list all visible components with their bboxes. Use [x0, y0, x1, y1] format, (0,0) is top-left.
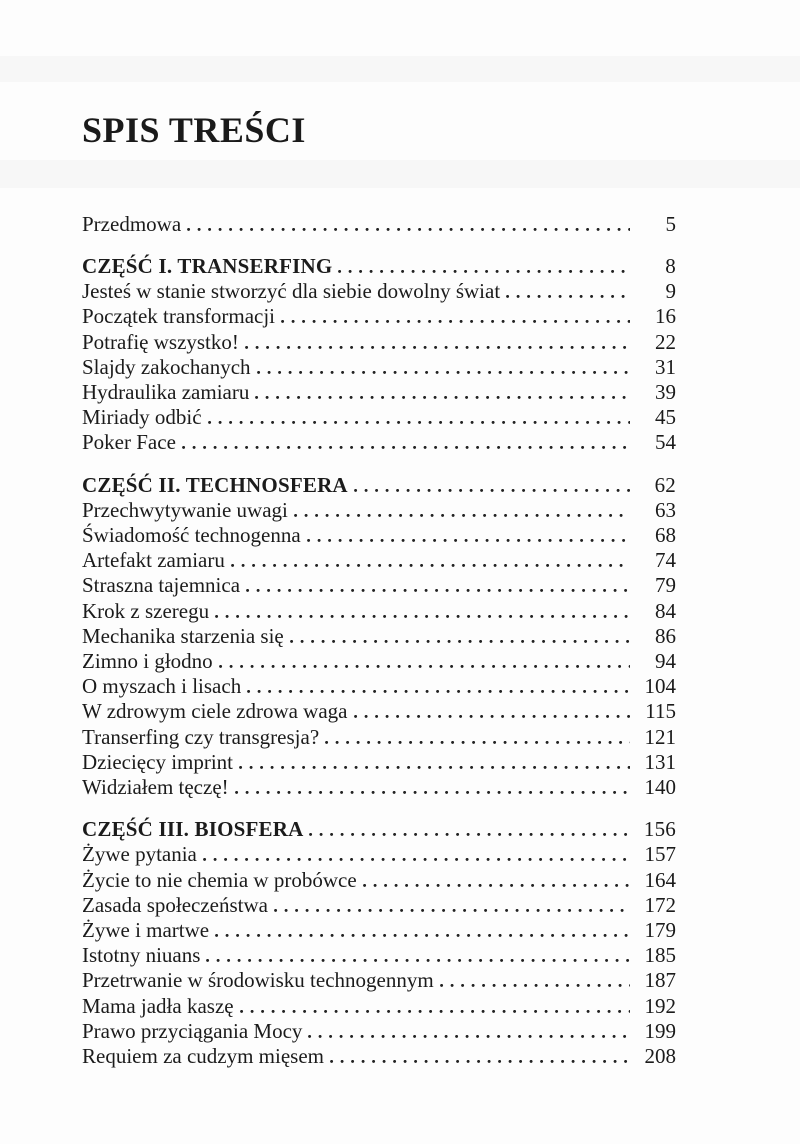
- dot-leader: [255, 396, 630, 399]
- dot-leader: [440, 984, 630, 987]
- dot-leader: [182, 446, 630, 449]
- toc-entry: [82, 994, 676, 1019]
- toc-entry-label: Hydraulika zamiaru: [82, 380, 250, 405]
- toc-entry: [82, 918, 676, 943]
- dot-leader: [240, 1010, 630, 1013]
- dot-leader: [215, 615, 630, 618]
- dot-leader: [506, 295, 630, 298]
- toc-entry: [82, 624, 676, 649]
- dot-leader: [219, 665, 630, 668]
- toc-entry-label: Potrafię wszystko!: [82, 329, 239, 354]
- dot-leader: [308, 1035, 630, 1038]
- dot-leader: [294, 514, 630, 517]
- dot-leader: [307, 539, 630, 542]
- toc-part-entry: [82, 817, 676, 842]
- toc-entry: [82, 573, 676, 598]
- dot-leader: [206, 959, 630, 962]
- dot-leader: [203, 858, 630, 861]
- dot-leader: [338, 270, 630, 273]
- toc-entry-label: Zimno i głodno: [82, 649, 213, 674]
- toc-entry: [82, 649, 676, 674]
- toc-entry: [82, 498, 676, 523]
- toc-entry: [82, 1019, 676, 1044]
- toc-entry-label: Krok z szeregu: [82, 598, 210, 623]
- toc-entry: [82, 968, 676, 993]
- toc-entry-label: Mechanika starzenia się: [82, 623, 284, 648]
- toc-entry-label: Przetrwanie w środowisku technogennym: [82, 968, 434, 993]
- toc-entry-page-number: 8: [665, 254, 676, 278]
- page-title: SPIS TREŚCI: [82, 110, 306, 150]
- toc-entry: [82, 775, 676, 800]
- toc-entry-page-number: 68: [655, 523, 676, 548]
- toc-entry: [82, 330, 676, 355]
- dot-leader: [290, 640, 630, 643]
- toc-part-entry: [82, 473, 676, 498]
- toc-entry-page-number: 156: [643, 817, 676, 842]
- toc-entry-page-number: 185: [644, 943, 676, 968]
- toc-entry-label: Jesteś w stanie stworzyć dla siebie dowolny świat: [82, 279, 501, 304]
- toc-entry-label: Widziałem tęczę!: [82, 775, 229, 800]
- toc-entry-page-number: 172: [644, 892, 676, 917]
- toc-entry-label: Poker Face: [82, 430, 176, 455]
- toc-entry-label: Dziecięcy imprint: [82, 749, 234, 774]
- toc-entry-label: Miriady odbić: [82, 405, 202, 430]
- toc-entry-page-number: 5: [665, 211, 676, 236]
- toc-entry-page-number: 94: [655, 649, 676, 674]
- toc-entry-label: Żywe i martwe: [82, 918, 210, 943]
- toc-entry: [82, 1044, 676, 1069]
- toc-entry-label: Prawo przyciągania Mocy: [82, 1018, 303, 1043]
- toc-entry-page-number: 140: [644, 775, 676, 800]
- toc-entry-label: Przedmowa: [82, 211, 182, 236]
- toc-entry-page-number: 16: [655, 304, 676, 329]
- toc-entry: [82, 599, 676, 624]
- toc-entry: [82, 304, 676, 329]
- toc-entry-label: Straszna tajemnica: [82, 573, 241, 598]
- toc-entry-label: Istotny niuans: [82, 943, 201, 968]
- dot-leader: [274, 909, 630, 912]
- toc-entry: [82, 750, 676, 775]
- toc-entry-page-number: 86: [655, 623, 676, 648]
- toc-entry-label: Slajdy zakochanych: [82, 354, 251, 379]
- toc-entry-page-number: 54: [655, 430, 676, 455]
- toc-entry-page-number: 31: [655, 354, 676, 379]
- toc-entry-page-number: 79: [655, 573, 676, 598]
- toc-entry-label: Transerfing czy transgresja?: [82, 724, 320, 749]
- toc-entry: [82, 430, 676, 455]
- toc-entry-label: Przechwytywanie uwagi: [82, 497, 288, 522]
- toc-entry: [82, 725, 676, 750]
- toc-entry-label: Początek transformacji: [82, 304, 275, 329]
- toc-entry-page-number: 115: [645, 699, 676, 724]
- toc-entry-page-number: 192: [644, 993, 676, 1018]
- dot-leader: [215, 934, 630, 937]
- toc-entry-page-number: 131: [644, 749, 676, 774]
- toc-entry: [82, 699, 676, 724]
- toc-entry-page-number: 62: [654, 472, 676, 497]
- toc-entry: [82, 405, 676, 430]
- toc-entry: [82, 893, 676, 918]
- toc-entry-page-number: 39: [655, 380, 676, 405]
- dot-leader: [309, 833, 630, 836]
- toc-entry-page-number: 179: [644, 918, 676, 943]
- toc-entry-page-number: 164: [644, 867, 676, 892]
- toc-entry-page-number: 84: [655, 598, 676, 623]
- toc-entry: [82, 279, 676, 304]
- dot-leader: [281, 320, 630, 323]
- toc-entry-label: CZĘŚĆ II. TECHNOSFERA: [82, 472, 348, 497]
- dot-leader: [231, 564, 630, 567]
- toc-entry: [82, 212, 676, 237]
- dot-leader: [187, 228, 630, 231]
- toc-entry: [82, 868, 676, 893]
- toc-entry-page-number: 199: [644, 1018, 676, 1043]
- dot-leader: [257, 371, 630, 374]
- toc-entry-page-number: 9: [665, 279, 676, 304]
- toc-entry-label: Requiem za cudzym mięsem: [82, 1044, 325, 1069]
- toc-entry: [82, 523, 676, 548]
- toc-entry: [82, 380, 676, 405]
- toc-entry-page-number: 63: [655, 497, 676, 522]
- dot-leader: [330, 1060, 630, 1063]
- toc-entry-page-number: 208: [644, 1044, 676, 1069]
- toc-entry-page-number: 187: [644, 968, 676, 993]
- toc-entry: [82, 842, 676, 867]
- dot-leader: [325, 741, 630, 744]
- toc-part-entry: [82, 254, 676, 279]
- dot-leader: [239, 766, 630, 769]
- toc-entry-label: Mama jadła kaszę: [82, 993, 234, 1018]
- toc-entry-label: CZĘŚĆ I. TRANSERFING: [82, 254, 333, 278]
- toc-entry-page-number: 22: [655, 329, 676, 354]
- toc-entry-label: W zdrowym ciele zdrowa waga: [82, 699, 348, 724]
- toc-entry-page-number: 45: [655, 405, 676, 430]
- dot-leader: [235, 791, 630, 794]
- toc-entry: [82, 674, 676, 699]
- dot-leader: [246, 589, 630, 592]
- toc-entry-label: O myszach i lisach: [82, 674, 242, 699]
- toc-entry-label: CZĘŚĆ III. BIOSFERA: [82, 817, 304, 842]
- toc-entry-label: Zasada społeczeństwa: [82, 892, 268, 917]
- toc-entry: [82, 943, 676, 968]
- toc-entry: [82, 548, 676, 573]
- dot-leader: [208, 421, 630, 424]
- toc-entry-page-number: 104: [644, 674, 676, 699]
- toc-entry: [82, 355, 676, 380]
- dot-leader: [354, 715, 631, 718]
- dot-leader: [247, 690, 630, 693]
- toc-entry-page-number: 121: [644, 724, 676, 749]
- dot-leader: [354, 489, 630, 492]
- toc-entry-page-number: 74: [655, 548, 676, 573]
- toc-entry-label: Świadomość technogenna: [82, 523, 301, 548]
- toc-list: [82, 212, 676, 1070]
- dot-leader: [363, 884, 630, 887]
- toc-entry-label: Artefakt zamiaru: [82, 548, 225, 573]
- toc-entry-label: Życie to nie chemia w probówce: [82, 867, 357, 892]
- dot-leader: [245, 346, 630, 349]
- toc-entry-label: Żywe pytania: [82, 842, 197, 867]
- toc-entry-page-number: 157: [644, 842, 676, 867]
